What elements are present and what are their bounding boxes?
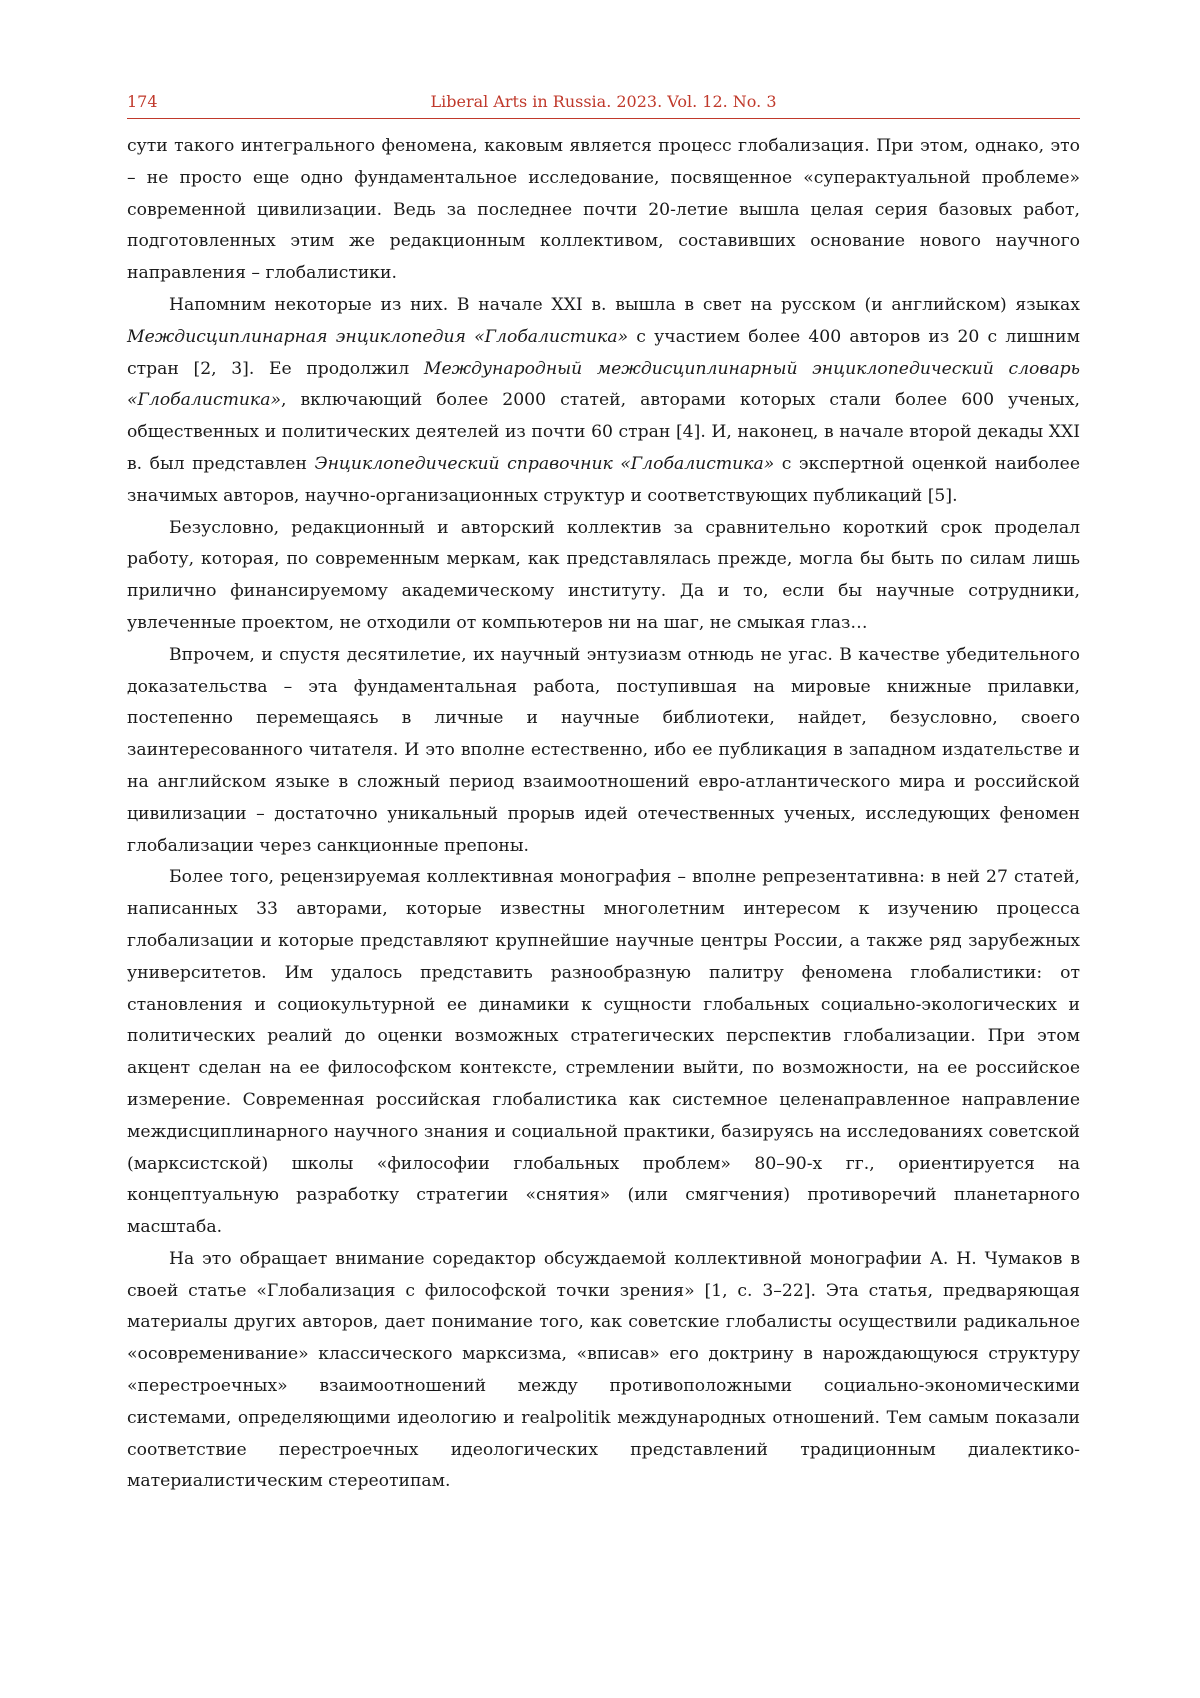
journal-title: Liberal Arts in Russia. 2023. Vol. 12. No. 3 — [430, 92, 777, 111]
text-run: Более того, рецензируемая коллективная монография – вполне репрезентативна: в ней 27 статей, написанных 33 авторами, которые известны многолетним интересом к изучению процесса глобализации и которые представляют крупнейшие научные центры России, а также ряд зарубежных университетов. Им удалось представить разнообразную палитру феномена глобалистики: от становления и социокультурной ее динамики к сущности глобальных социально-экологических и политических реалий до оценки возможных стратегических перспектив глобализации. При этом акцент сделан на ее философском контексте, стремлении выйти, по возможности, на ее российское измерение. Современная российская глобалистика как системное целенаправленное направление междисциплинарного научного знания и социальной практики, базируясь на исследованиях советской (марксистской) школы «философии глобальных проблем» 80–90-х гг., ориентируется на концептуальную разработку стратегии «снятия» (или смягчения) противоречий планетарного масштаба. — [127, 867, 1080, 1238]
text-run: с участием более 400 авторов из 20 с лишним стран [2, 3]. Ее продолжил — [127, 326, 1080, 379]
text-run: Безусловно, редакционный и авторский коллектив за сравнительно короткий срок проделал работу, которая, по современным меркам, как представлялась прежде, могла бы быть по силам лишь прилично финансируемому академическому институту. Да и то, если бы научные сотрудники, увлеченные проектом, не отходили от компьютеров ни на шаг, не смыкая глаз… — [127, 517, 1080, 633]
text-run: с экспертной оценкой наиболее значимых авторов, научно-организационных структур и соответствующих публикаций [5]. — [127, 453, 1080, 506]
paragraph — [127, 513, 1080, 640]
text-run: сути такого интегрального феномена, каковым является процесс глобализация. При этом, однако, это – не просто еще одно фундаментальное исследование, посвященное «суперактуальной проблеме» современной цивилизации. Ведь за последнее почти 20-летие вышла целая серия базовых работ, подготовленных этим же редакционным коллективом, составивших основание нового научного направления – глобалистики. — [127, 136, 1080, 284]
paragraph — [127, 862, 1080, 1244]
book-title: Энциклопедический справочник «Глобалистика» — [314, 453, 775, 474]
article-body — [127, 131, 1080, 1498]
book-title: Междисциплинарная энциклопедия «Глобалистика» — [127, 326, 629, 347]
text-run: , включающий более 2000 статей, авторами которых стали более 600 ученых, общественных и политических деятелей из почти 60 стран [4]. И, наконец, в начале второй декады XXI в. был представлен — [127, 390, 1080, 474]
paragraph — [127, 131, 1080, 290]
text-run: На это обращает внимание соредактор обсуждаемой коллективной монографии А. Н. Чумаков в своей статье «Глобализация с философской точки зрения» [1, с. 3–22]. Эта статья, предваряющая материалы других авторов, дает понимание того, как советские глобалисты осуществили радикальное «осовременивание» классического марксизма, «вписав» его доктрину в нарождающуюся структуру «перестроечных» взаимоотношений между противоположными социально-экономическими системами, определяющими идеологию и realpolitik международных отношений. Тем самым показали соответствие перестроечных идеологических представлений традиционным диалектико-материалистическим стереотипам. — [127, 1248, 1080, 1492]
paragraph — [127, 290, 1080, 513]
page-number: 174 — [127, 92, 158, 111]
journal-page — [127, 92, 1080, 1498]
book-title: Международный междисциплинарный энциклопедический словарь «Глобалистика» — [127, 358, 1080, 411]
text-run: Напомним некоторые из них. В начале XXI в. вышла в свет на русском (и английском) языках — [169, 294, 1080, 315]
paragraph — [127, 1244, 1080, 1498]
text-run: Впрочем, и спустя десятилетие, их научный энтузиазм отнюдь не угас. В качестве убедительного доказательства – эта фундаментальная работа, поступившая на мировые книжные прилавки, постепенно перемещаясь в личные и научные библиотеки, найдет, безусловно, своего заинтересованного читателя. И это вполне естественно, ибо ее публикация в западном издательстве и на английском языке в сложный период взаимоотношений евро-атлантического мира и российской цивилизации – достаточно уникальный прорыв идей отечественных ученых, исследующих феномен глобализации через санкционные препоны. — [127, 644, 1080, 856]
running-header — [127, 92, 1080, 119]
paragraph — [127, 640, 1080, 863]
